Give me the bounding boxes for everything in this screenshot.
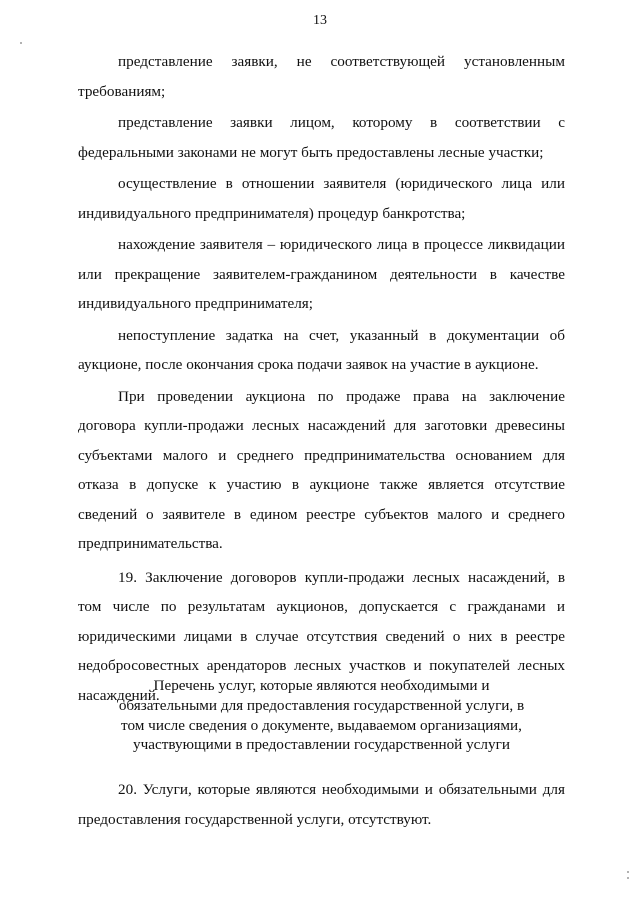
section-heading	[78, 676, 565, 755]
page-number: 13	[313, 13, 327, 28]
paragraph-item-20-container	[78, 775, 565, 834]
scan-speck	[627, 871, 629, 873]
section-heading-line: обязательными для предоставления государственной услуги, в	[118, 696, 525, 714]
paragraph-small-business-registry: При проведении аукциона по продаже права на заключение договора купли-продажи лесных насаждений для заготовки древесины субъектами малого и среднего предпринимательства основанием для отказа в допуске к участию в аукционе также является отсутствие сведений о заявителе в едином реестре субъектов малого и среднего предпринимательства.	[78, 387, 565, 552]
paragraph-liquidation: нахождение заявителя – юридического лица в процессе ликвидации или прекращение заявителем-гражданином деятельности в качестве индивидуального предпринимателя;	[78, 236, 565, 312]
paragraph-item-19: 19. Заключение договоров купли-продажи лесных насаждений, в том числе по результатам аукционов, допускается с гражданами и юридическими лицами в случае отсутствия сведений о них в реестре недобросовестных арендаторов лесных участков и покупателей лесных насаждений.	[78, 568, 565, 704]
section-heading-line: Перечень услуг, которые являются необходимыми и	[153, 677, 490, 694]
paragraph-bankruptcy: осуществление в отношении заявителя (юридического лица или индивидуального предпринимателя) процедур банкротства;	[78, 175, 565, 222]
paragraph-ineligible-applicant: представление заявки лицом, которому в соответствии с федеральными законами не могут быть предоставлены лесные участки;	[78, 114, 565, 161]
scan-speck	[627, 877, 629, 879]
section-heading-line: том числе сведения о документе, выдаваемом организациями,	[121, 716, 522, 734]
scan-speck	[20, 42, 22, 44]
document-body	[78, 47, 565, 710]
paragraph-deposit-not-received: непоступление задатка на счет, указанный в документации об аукционе, после окончания срока подачи заявок на участие в аукционе.	[78, 326, 565, 373]
paragraph-invalid-application: представление заявки, не соответствующей установленным требованиям;	[78, 53, 565, 100]
paragraph-item-20: 20. Услуги, которые являются необходимыми и обязательными для предоставления государственной услуги, отсутствуют.	[78, 781, 565, 828]
section-heading-line: участвующими в предоставлении государственной услуги	[133, 736, 510, 754]
